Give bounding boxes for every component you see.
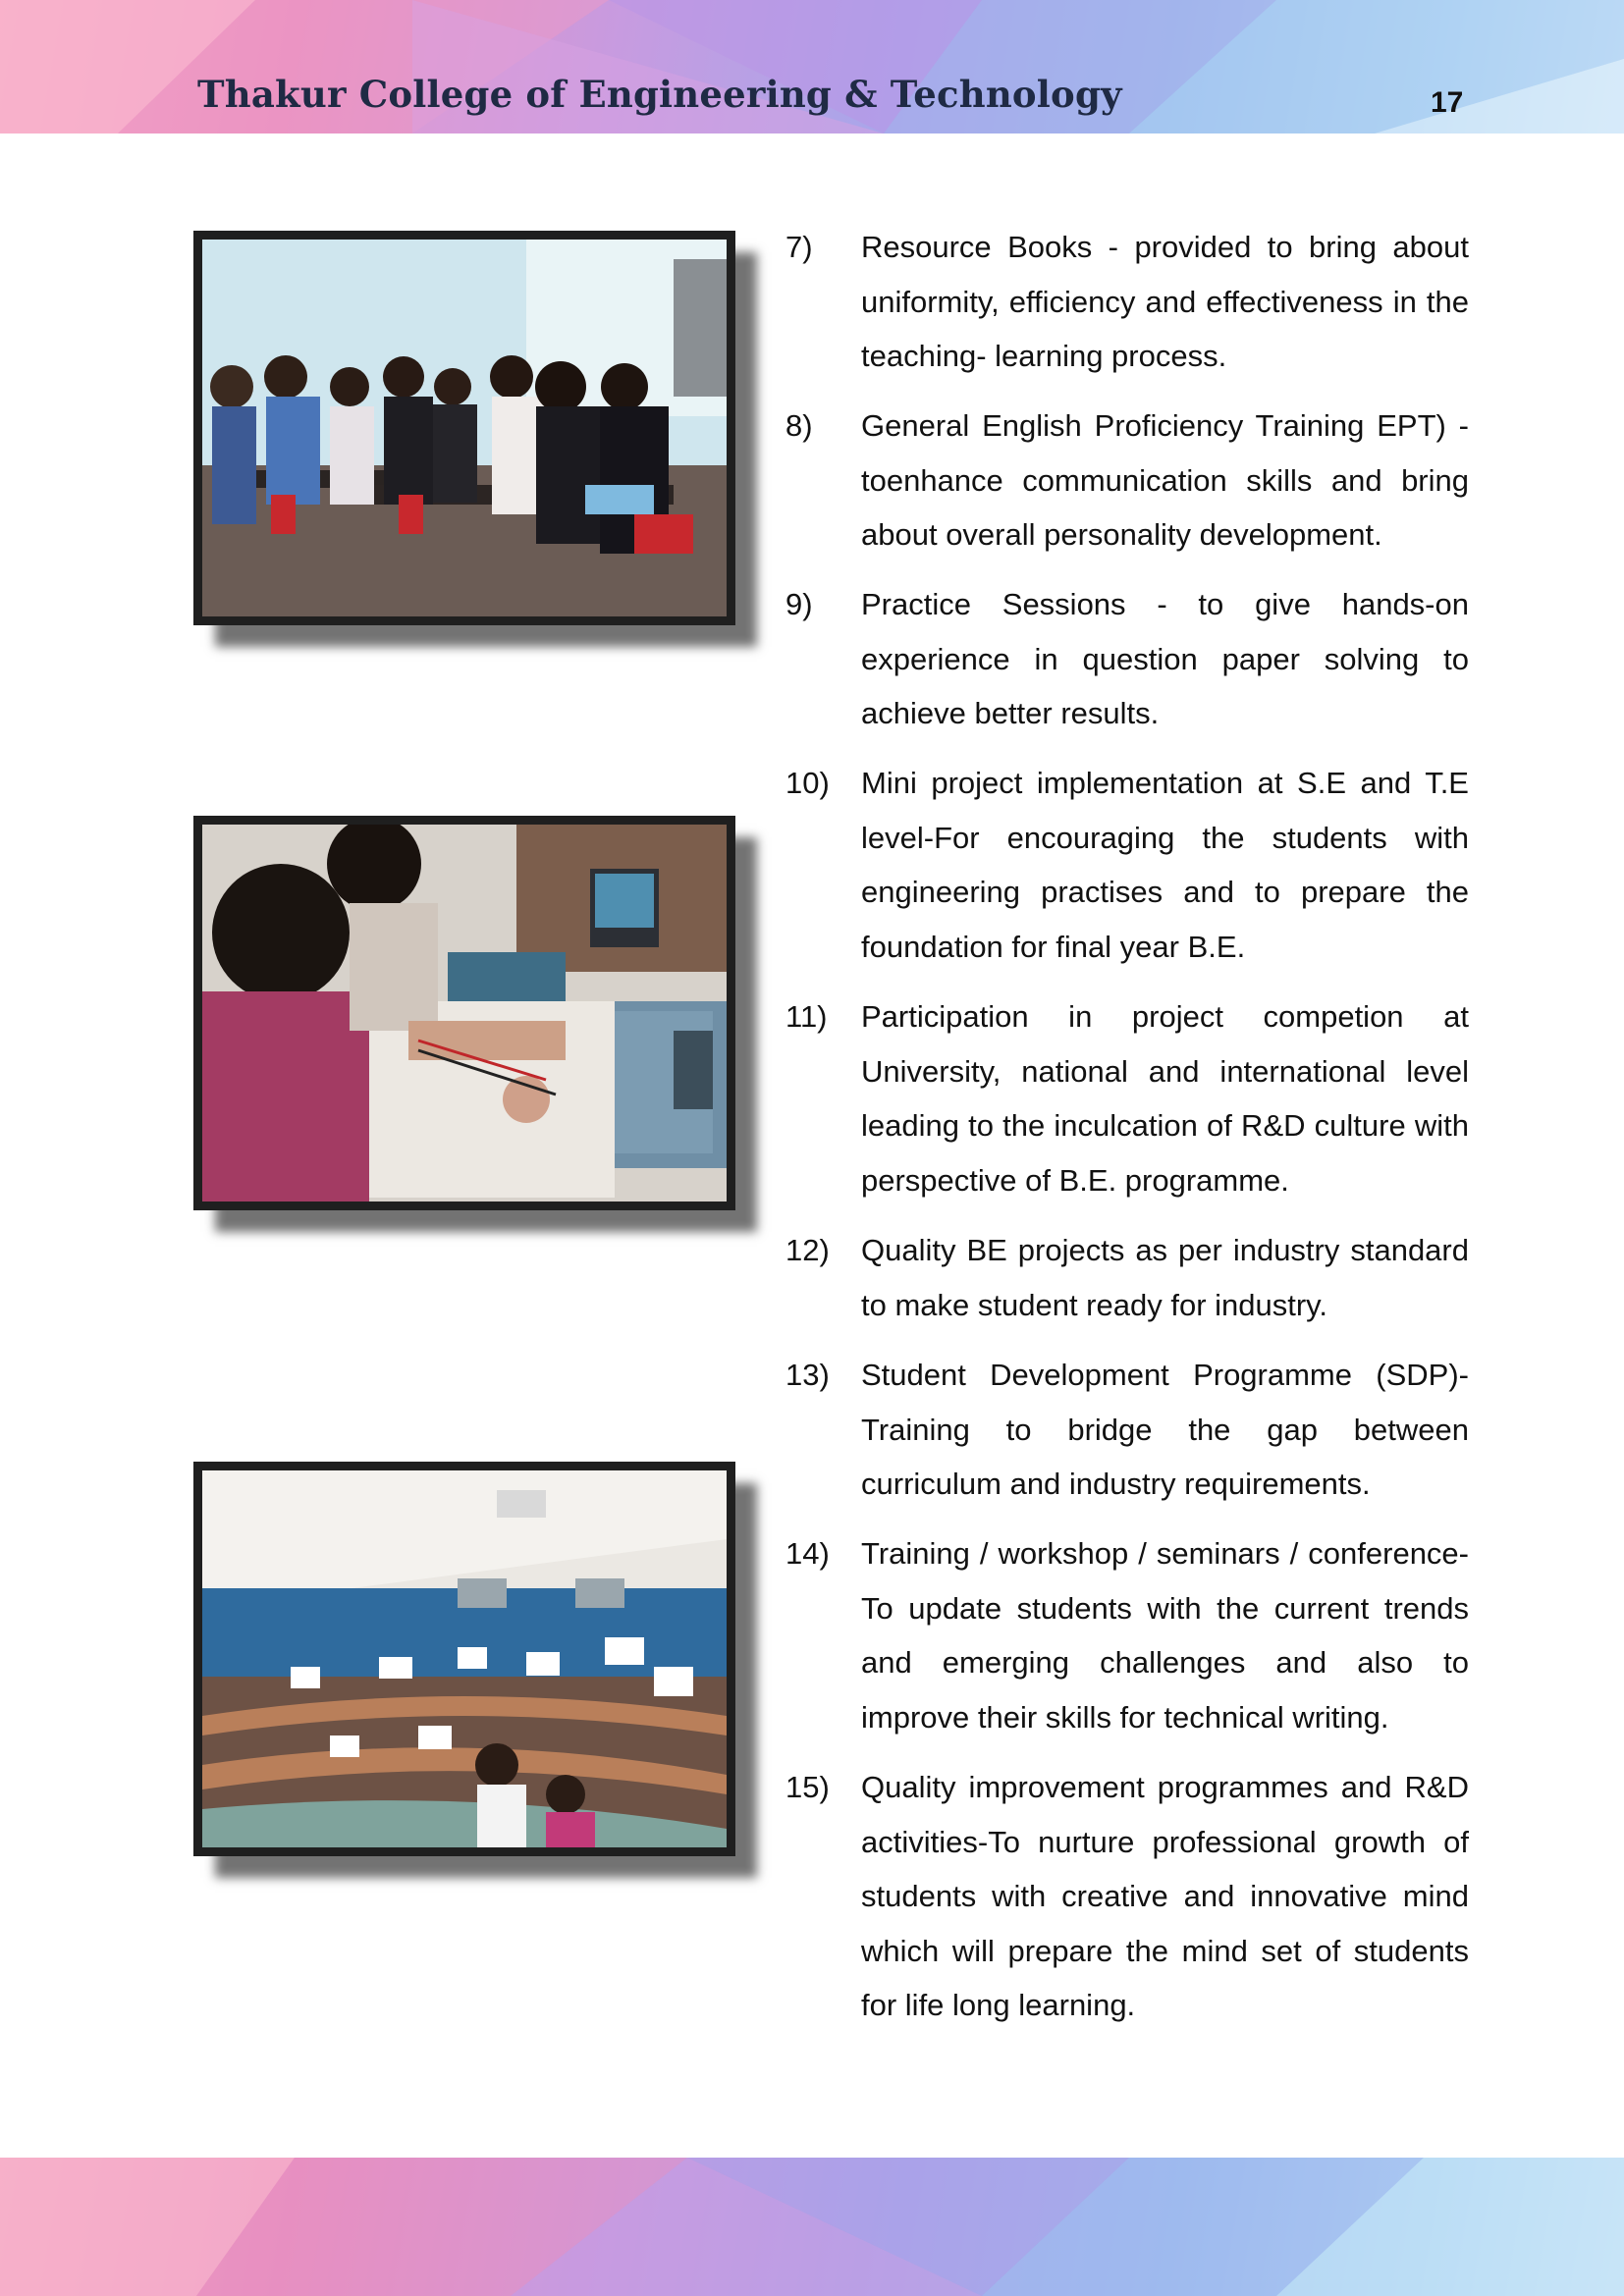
classroom-students-raising-hands-photo	[202, 240, 727, 616]
list-number: 10)	[785, 766, 830, 800]
list-text: Participation in project competion at University, national and international level leading to the inculcation of R&D culture with perspective of B.E. programme.	[861, 999, 1469, 1198]
list-number: 8)	[785, 408, 813, 443]
list-text: Training / workshop / seminars / conference- To update students with the current trends and emerging challenges and also to improve their skills for technical writing.	[861, 1536, 1469, 1735]
list-text: Resource Books - provided to bring about uniformity, efficiency and effectiveness in the teaching- learning process.	[861, 230, 1469, 373]
list-number: 15)	[785, 1770, 830, 1804]
footer-band	[0, 2158, 1624, 2296]
list-text: General English Proficiency Training EPT) - toenhance communication skills and bring about overall personality development.	[861, 408, 1469, 552]
students-with-lab-equipment-photo	[202, 825, 727, 1201]
list-number: 11)	[785, 999, 828, 1034]
header-band	[0, 0, 1624, 133]
list-text: Mini project implementation at S.E and T.E level-For encouraging the students with engineering practises and to prepare the foundation for final year B.E.	[861, 766, 1469, 964]
college-title: Thakur College of Engineering & Technology	[197, 73, 1122, 116]
classroom-photo	[193, 231, 735, 625]
list-number: 12)	[785, 1233, 830, 1267]
list-number: 14)	[785, 1536, 830, 1571]
seminar-hall-audience-photo	[202, 1470, 727, 1847]
seminar-photo	[193, 1462, 735, 1856]
list-text: Practice Sessions - to give hands-on experience in question paper solving to achieve better results.	[861, 587, 1469, 730]
list-number: 7)	[785, 230, 813, 264]
lab-photo	[193, 816, 735, 1210]
list-text: Student Development Programme (SDP)- Training to bridge the gap between curriculum and industry requirements.	[861, 1358, 1469, 1501]
list-number: 9)	[785, 587, 813, 621]
page-number: 17	[1431, 86, 1464, 119]
list-number: 13)	[785, 1358, 830, 1392]
list-text: Quality BE projects as per industry standard to make student ready for industry.	[861, 1233, 1469, 1322]
footer-pattern	[0, 2158, 1624, 2296]
list-text: Quality improvement programmes and R&D activities-To nurture professional growth of students with creative and innovative mind which will prepare the mind set of students for life long learning.	[861, 1770, 1469, 2022]
